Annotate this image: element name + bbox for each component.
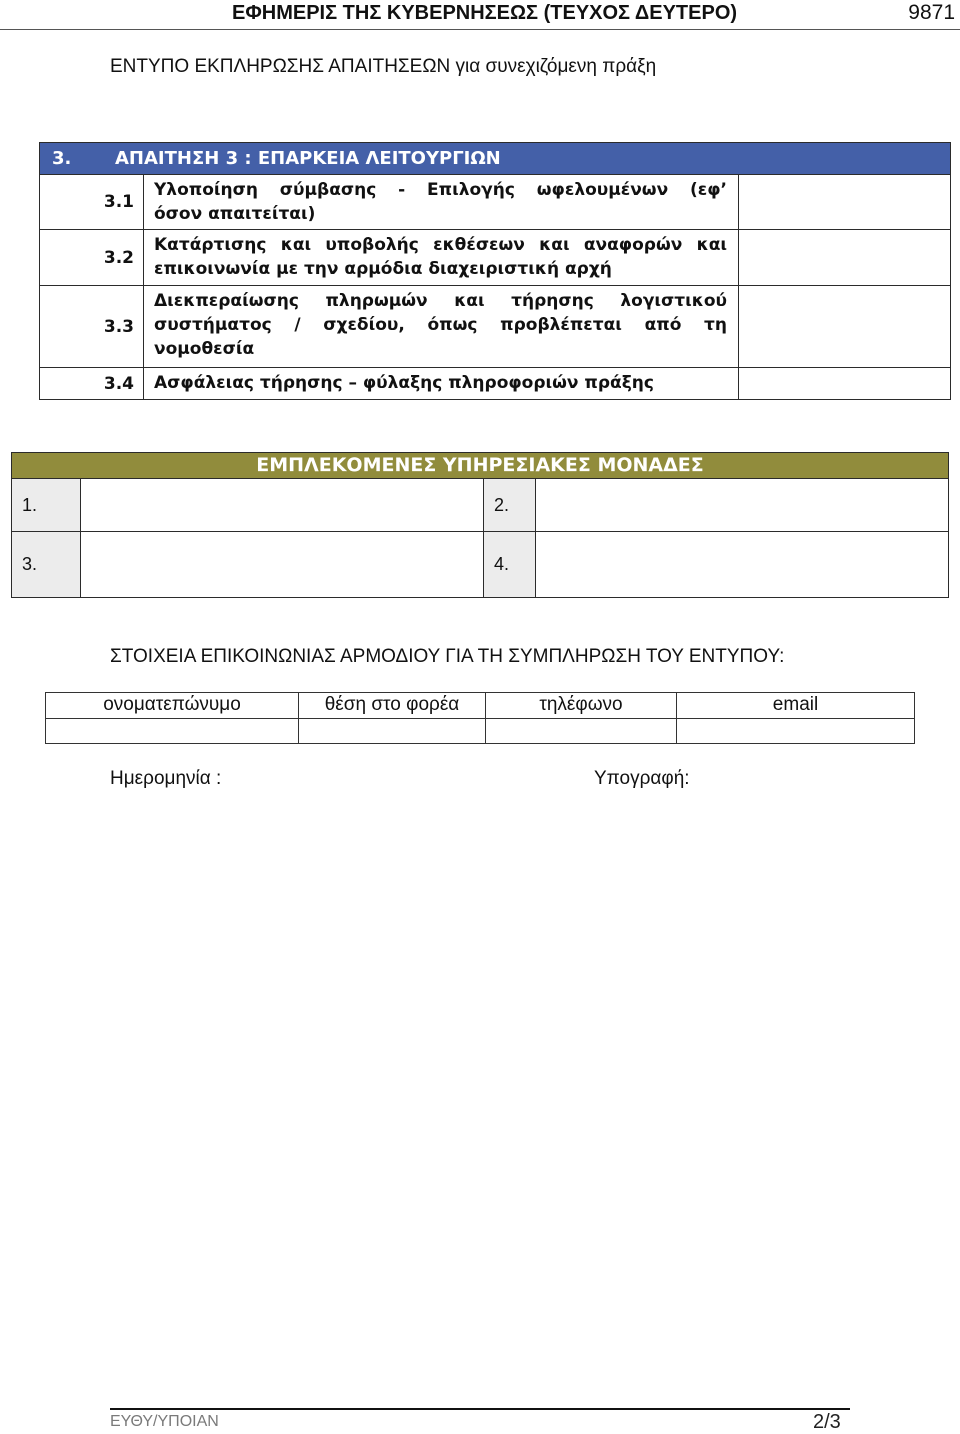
gazette-title: ΕΦΗΜΕΡΙΣ ΤΗΣ ΚΥΒΕΡΝΗΣΕΩΣ (ΤΕΥΧΟΣ ΔΕΥΤΕΡΟ) (232, 2, 738, 24)
contact-cell (299, 719, 486, 743)
units-row (12, 478, 948, 531)
requirement-table (39, 142, 951, 400)
unit-field (81, 532, 484, 597)
blank-cell (739, 286, 950, 367)
column-header-fullname: ονοματεπώνυμο (46, 693, 299, 718)
blank-cell (739, 230, 950, 285)
contact-entry-row (46, 718, 914, 743)
unit-field (536, 532, 948, 597)
item-text-line: Υλοποίηση σύμβασης - Επιλογής ωφελουμένων (εφ’ (154, 180, 727, 200)
requirement-header (40, 143, 950, 174)
item-text (144, 230, 739, 285)
item-number: 3.4 (40, 368, 144, 399)
date-label: Ημερομηνία : (110, 768, 222, 789)
item-text-line: Διεκπεραίωσης πληρωμών και τήρησης λογιστικού (154, 291, 727, 311)
unit-label: 2. (484, 479, 536, 531)
requirement-row (40, 285, 950, 367)
item-text-line: νομοθεσία (154, 339, 255, 359)
footer-code: ΕΥΘΥ/ΥΠΟΙΑΝ (110, 1413, 219, 1430)
requirement-row (40, 174, 950, 229)
contact-cell (46, 719, 299, 743)
column-header-phone: τηλέφωνο (486, 693, 677, 718)
item-text-line: όσον απαιτείται) (154, 204, 316, 224)
unit-field (536, 479, 948, 531)
units-table (11, 452, 949, 598)
column-header-email: email (772, 694, 819, 715)
unit-label: 1. (12, 479, 81, 531)
contact-title: ΣΤΟΙΧΕΙΑ ΕΠΙΚΟΙΝΩΝΙΑΣ ΑΡΜΟΔΙΟΥ ΓΙΑ ΤΗ ΣΥΜΠΛΗΡΩΣΗ ΤΟΥ ΕΝΤΥΠΟΥ: (110, 646, 785, 667)
gazette-page-number: 9871 (908, 1, 955, 24)
contact-table (45, 692, 915, 744)
item-text-line: Ασφάλειας τήρησης – φύλαξης πληροφοριών πράξης (154, 373, 654, 393)
blank-cell (739, 368, 950, 399)
requirement-row (40, 367, 950, 399)
contact-cell (486, 719, 677, 743)
units-header: ΕΜΠΛΕΚΟΜΕΝΕΣ ΥΠΗΡΕΣΙΑΚΕΣ ΜΟΝΑΔΕΣ (12, 453, 948, 478)
signature-label: Υπογραφή: (594, 768, 690, 789)
column-header-position: θέση στο φορέα (299, 693, 486, 718)
unit-label: 3. (12, 532, 81, 597)
unit-label: 4. (484, 532, 536, 597)
item-text (144, 175, 739, 229)
footer-rule (110, 1408, 850, 1410)
form-title: ΕΝΤΥΠΟ ΕΚΠΛΗΡΩΣΗΣ ΑΠΑΙΤΗΣΕΩΝ για συνεχιζόμενη πράξη (110, 56, 657, 77)
requirement-row (40, 229, 950, 285)
item-text (144, 286, 739, 367)
requirement-number: 3. (52, 148, 72, 169)
blank-cell (739, 175, 950, 229)
item-text-line: επικοινωνία με την αρμόδια διαχειριστική αρχή (154, 259, 612, 279)
item-text-line: συστήματος / σχεδίου, όπως προβλέπεται από τη (154, 315, 727, 335)
footer-page-number: 2/3 (813, 1411, 841, 1433)
item-text-line: Κατάρτισης και υποβολής εκθέσεων και αναφορών και (154, 235, 727, 255)
item-number: 3.3 (40, 286, 144, 367)
units-row (12, 531, 948, 597)
unit-field (81, 479, 484, 531)
requirement-title: ΑΠΑΙΤΗΣΗ 3 : ΕΠΑΡΚΕΙΑ ΛΕΙΤΟΥΡΓΙΩΝ (115, 148, 501, 169)
contact-cell (677, 719, 914, 743)
item-number: 3.1 (40, 175, 144, 229)
item-number: 3.2 (40, 230, 144, 285)
item-text (144, 368, 739, 399)
gazette-header (0, 0, 960, 30)
contact-header-row (46, 693, 914, 718)
